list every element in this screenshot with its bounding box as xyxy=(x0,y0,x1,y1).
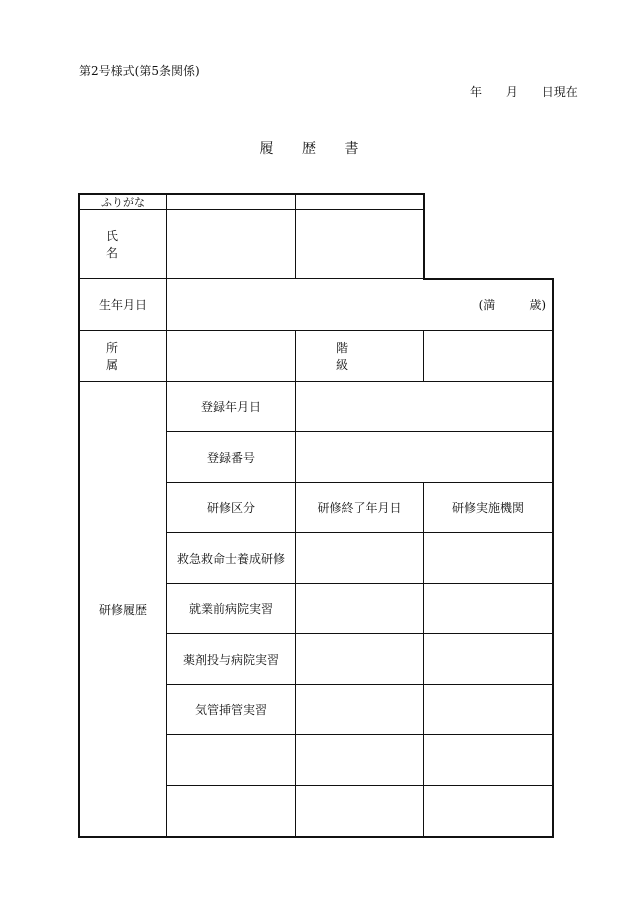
training-row-institution-input[interactable] xyxy=(424,533,552,583)
name-input-2[interactable] xyxy=(296,210,423,278)
document-title: 履 歴 書 xyxy=(259,141,371,157)
furigana-label: ふりがな xyxy=(101,195,145,209)
form-number: 第2号様式(第5条関係) xyxy=(79,64,200,78)
training-row-date-input[interactable] xyxy=(296,735,423,785)
training-row-date-input[interactable] xyxy=(296,685,423,734)
training-row-institution-input[interactable] xyxy=(424,634,552,684)
rank-label: 階 級 xyxy=(336,341,389,372)
date-month: 月 xyxy=(505,85,518,99)
border-right xyxy=(552,278,554,838)
training-row-institution-input[interactable] xyxy=(424,786,552,836)
name-label: 氏 名 xyxy=(106,229,145,260)
registration-number-input[interactable] xyxy=(296,432,552,482)
border-bottom xyxy=(78,836,554,838)
age-open: (満 xyxy=(478,298,496,312)
age-close: 歳) xyxy=(529,298,546,312)
affiliation-input[interactable] xyxy=(167,331,295,381)
training-row-institution-input[interactable] xyxy=(424,584,552,633)
date-year: 年 xyxy=(470,85,483,99)
training-row-label: 救急救命士養成研修 xyxy=(176,551,285,566)
date-day: 日現在 xyxy=(541,85,578,99)
training-history-label: 研修履歴 xyxy=(98,602,147,617)
training-row-label: 就業前病院実習 xyxy=(188,602,273,616)
affiliation-label: 所 属 xyxy=(106,341,145,372)
training-row-date-input[interactable] xyxy=(296,786,423,836)
column-header-institution: 研修実施機関 xyxy=(451,501,524,515)
furigana-input-1[interactable] xyxy=(167,194,295,209)
column-header-completion-date: 研修終了年月日 xyxy=(317,501,402,515)
registration-number-label: 登録番号 xyxy=(206,450,255,465)
training-row-date-input[interactable] xyxy=(296,634,423,684)
name-input-1[interactable] xyxy=(167,210,295,278)
training-row-institution-input[interactable] xyxy=(424,735,552,785)
column-header-training-type: 研修区分 xyxy=(206,501,255,515)
border-right-upper xyxy=(423,193,425,280)
registration-date-label: 登録年月日 xyxy=(200,400,261,414)
birth-date-label: 生年月日 xyxy=(98,298,147,312)
training-row-institution-input[interactable] xyxy=(424,685,552,734)
training-row-label: 薬剤投与病院実習 xyxy=(182,652,279,667)
training-row-date-input[interactable] xyxy=(296,533,423,583)
training-row-date-input[interactable] xyxy=(296,584,423,633)
training-row-label[interactable] xyxy=(167,786,295,836)
birth-date-input[interactable] xyxy=(167,279,552,330)
furigana-input-2[interactable] xyxy=(296,194,423,209)
registration-date-input[interactable] xyxy=(296,382,552,431)
rank-input[interactable] xyxy=(424,331,552,381)
training-row-label[interactable] xyxy=(167,735,295,785)
training-row-label: 気管挿管実習 xyxy=(194,703,267,717)
